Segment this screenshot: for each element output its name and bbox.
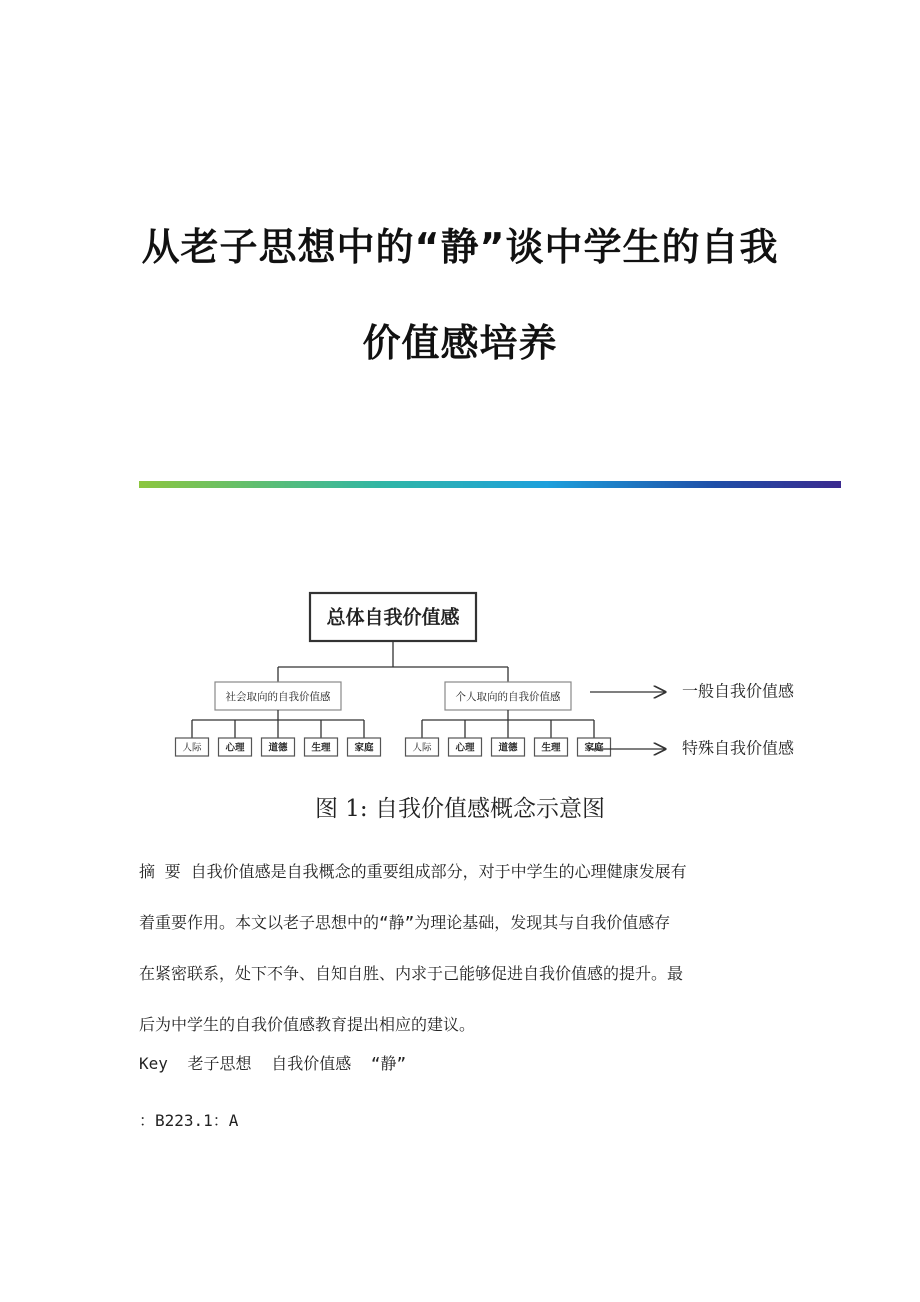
level-label: 一般自我价值感	[681, 681, 795, 701]
leaf-node-label: 心理	[455, 742, 475, 754]
leaf-node-label: 生理	[311, 742, 331, 754]
leaf-node-label: 人际	[412, 742, 432, 754]
branch-node-label: 个人取向的自我价值感	[455, 691, 561, 703]
abstract-text: 自我价值感是自我概念的重要组成部分，对于中学生的心理健康发展有	[190, 862, 687, 881]
paper-title-line-2: 价值感培养	[362, 321, 558, 365]
self-worth-concept-diagram	[160, 585, 820, 775]
classification-code: ：B223.1：A	[139, 1111, 239, 1130]
keywords-label: Key	[139, 1054, 168, 1073]
branch-node-label: 社会取向的自我价值感	[225, 691, 331, 703]
level-label: 特殊自我价值感	[681, 738, 795, 758]
abstract-label: 摘 要	[139, 862, 181, 881]
paper-title-line-1: 从老子思想中的“静”谈中学生的自我	[141, 225, 779, 269]
keyword-item: 自我价值感	[271, 1054, 352, 1073]
figure-caption: 图 1: 自我价值感概念示意图	[314, 796, 605, 822]
leaf-node-label: 道德	[268, 742, 288, 754]
keywords-row	[139, 1051, 416, 1074]
keyword-item: 老子思想	[187, 1054, 252, 1073]
abstract-paragraph	[139, 846, 779, 1050]
leaf-node-label: 家庭	[354, 742, 374, 754]
leaf-node-label: 人际	[182, 742, 202, 754]
keyword-item: “静”	[370, 1054, 407, 1073]
leaf-node-label: 家庭	[584, 742, 604, 754]
abstract-line: 后为中学生的自我价值感教育提出相应的建议。	[139, 1015, 476, 1034]
root-node-label: 总体自我价值感	[326, 606, 460, 629]
abstract-line: 在紧密联系，处下不争、自知自胜、内求于己能够促进自我价值感的提升。最	[139, 964, 684, 983]
leaf-node-label: 心理	[225, 742, 245, 754]
leaf-node-label: 生理	[541, 742, 561, 754]
leaf-node-label: 道德	[498, 742, 518, 754]
gradient-divider	[139, 481, 841, 488]
abstract-line	[139, 846, 779, 897]
abstract-line: 着重要作用。本文以老子思想中的“静”为理论基础，发现其与自我价值感存	[139, 913, 671, 932]
